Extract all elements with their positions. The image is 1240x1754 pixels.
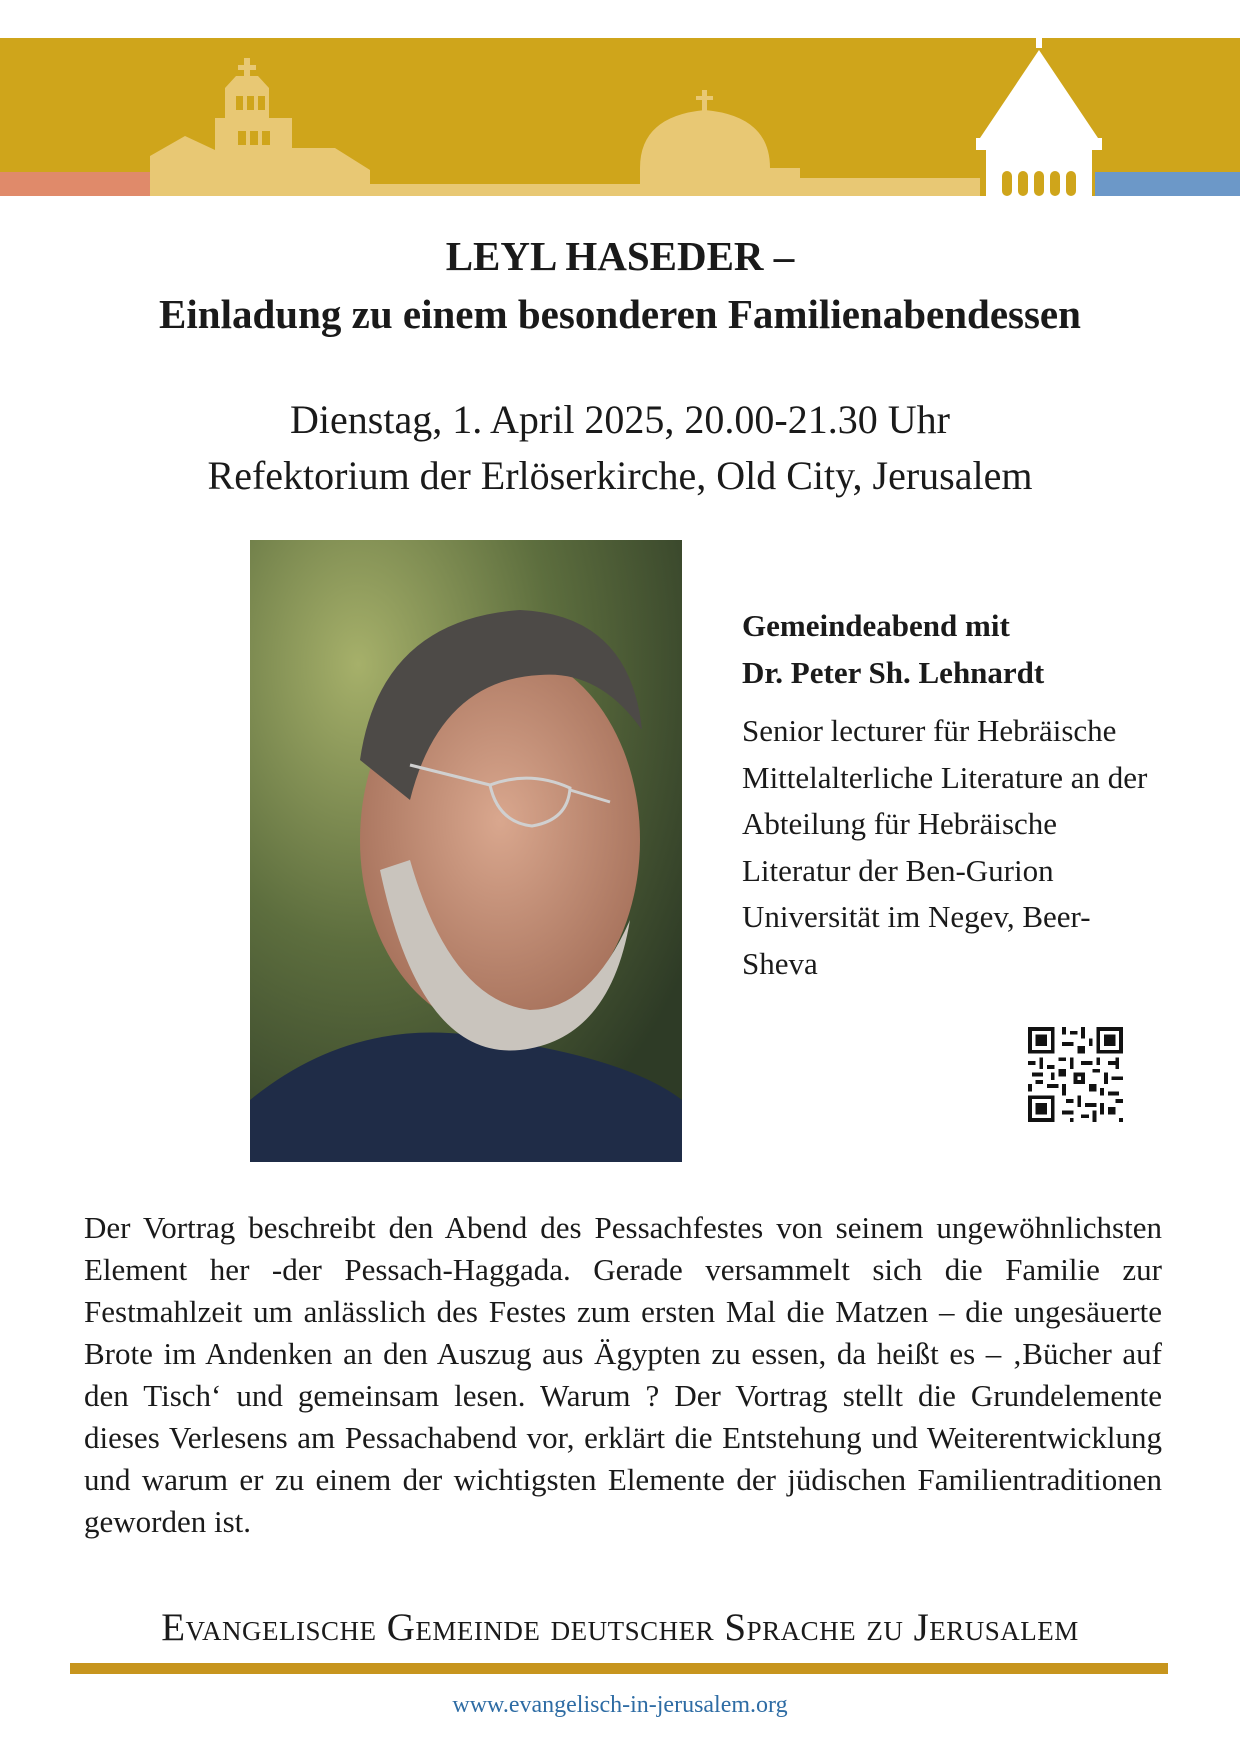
speaker-heading-line-1: Gemeindeabend mit — [742, 608, 1010, 643]
lecture-description: Der Vortrag beschreibt den Abend des Pessachfestes von seinem ungewöhnlichsten Element her -der Pessach-Haggada. Gerade versammelt sich die Familie zur Festmahlzeit um anlässlich des Festes zum ersten Mal die Matzen – die ungesäuerte Brote im Andenken an den Auszug aus Ägypten zu essen, da heißt es – ‚Bücher auf den Tisch‘ und gemeinsam lesen. Warum ? Der Vortrag stellt die Grundelemente dieses Verlesens am Pessachabend vor, erklärt die Entstehung und Weiterentwicklung und warum er zu einem der wichtigsten Elemente der jüdischen Familientraditionen geworden ist. — [84, 1210, 1162, 1539]
banner-right-accent — [1095, 172, 1240, 196]
speaker-info — [742, 602, 1162, 987]
speaker-name: Dr. Peter Sh. Lehnardt — [742, 655, 1045, 690]
website-link[interactable]: www.evangelisch-in-jerusalem.org — [452, 1692, 788, 1718]
event-location: Refektorium der Erlöserkirche, Old City, Jerusalem — [207, 453, 1033, 498]
speaker-portrait-photo — [250, 540, 682, 1162]
footer-divider — [70, 1663, 1168, 1674]
organization-name: Evangelische Gemeinde deutscher Sprache zu Jerusalem — [161, 1606, 1079, 1649]
banner-left-accent — [0, 172, 150, 196]
speaker-description: Senior lecturer für Hebräische Mittelalterliche Literature an der Abteilung für Hebräische Literatur der Ben-Gurion Universität im Negev, Beer-Sheva — [742, 713, 1148, 981]
title-line-1: LEYL HASEDER – — [445, 233, 795, 279]
event-date-time: Dienstag, 1. April 2025, 20.00-21.30 Uhr — [290, 397, 950, 442]
church-skyline-banner — [0, 38, 1240, 196]
qr-code-icon[interactable] — [1028, 1027, 1123, 1122]
title-line-2: Einladung zu einem besonderen Familienabendessen — [159, 291, 1081, 337]
